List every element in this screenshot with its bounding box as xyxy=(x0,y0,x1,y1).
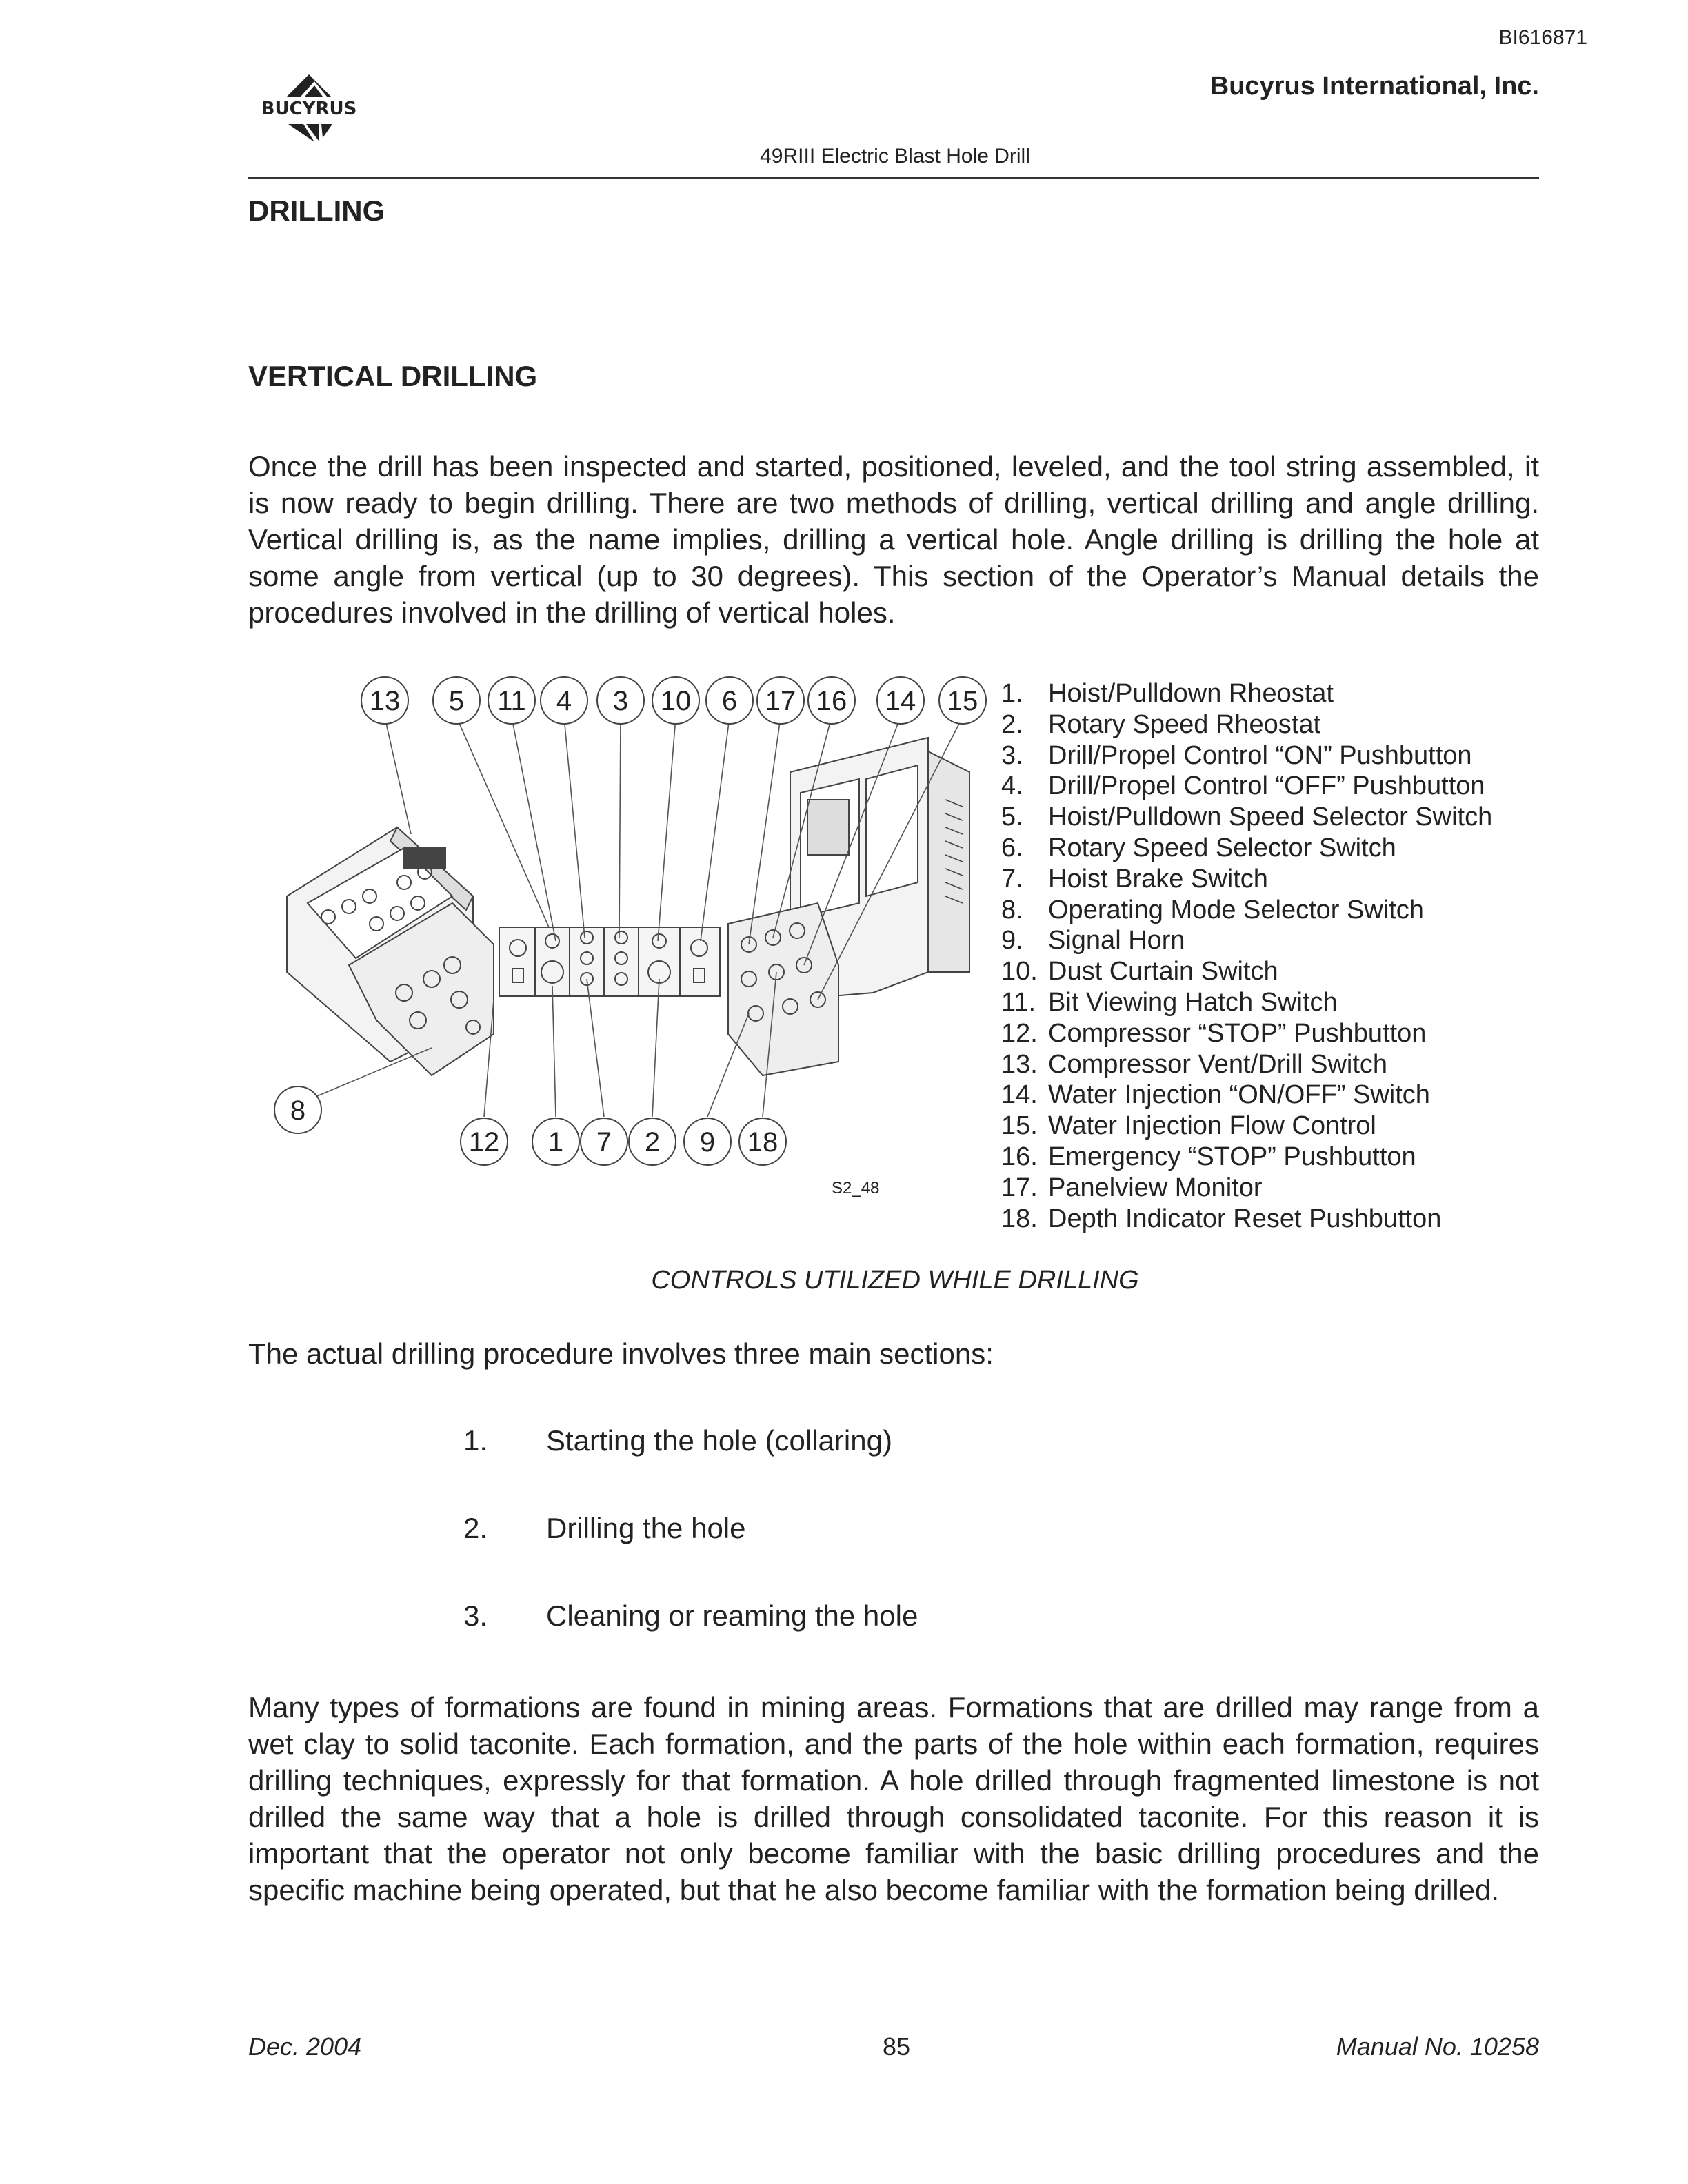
document-subtitle: 49RIII Electric Blast Hole Drill xyxy=(760,145,1030,168)
callout-3 xyxy=(597,677,644,724)
callout-16 xyxy=(808,677,855,724)
callout-7 xyxy=(581,1118,627,1165)
svg-text:8: 8 xyxy=(290,1095,306,1126)
callout-10 xyxy=(652,677,699,724)
callout-2 xyxy=(629,1118,676,1165)
svg-text:14: 14 xyxy=(885,686,916,716)
legend-item: 18. Depth Indicator Reset Pushbutton xyxy=(1001,1204,1442,1233)
callout-13 xyxy=(361,677,408,724)
figure-caption: CONTROLS UTILIZED WHILE DRILLING xyxy=(651,1266,1139,1295)
callout-15 xyxy=(939,677,986,724)
svg-text:12: 12 xyxy=(468,1127,500,1157)
callout-6 xyxy=(706,677,753,724)
svg-text:15: 15 xyxy=(947,686,978,716)
figure-code: S2_48 xyxy=(832,1179,880,1197)
document-id: BI616871 xyxy=(1498,26,1587,49)
page-number: 85 xyxy=(882,2032,911,2061)
legend-item: 1. Hoist/Pulldown Rheostat xyxy=(1001,679,1334,708)
svg-text:3: 3 xyxy=(612,686,629,716)
svg-text:7: 7 xyxy=(596,1127,612,1157)
legend-item: 9. Signal Horn xyxy=(1001,926,1185,956)
bucyrus-logo xyxy=(245,69,372,152)
subsection-title: VERTICAL DRILLING xyxy=(248,360,538,392)
svg-text:4: 4 xyxy=(556,686,572,716)
svg-text:5: 5 xyxy=(448,686,465,716)
legend-item: 15. Water Injection Flow Control xyxy=(1001,1111,1376,1141)
legend-item: 16. Emergency “STOP” Pushbutton xyxy=(1001,1142,1416,1171)
callout-12 xyxy=(461,1118,508,1165)
legend-item: 17. Panelview Monitor xyxy=(1001,1173,1263,1202)
legend-item: 2. Rotary Speed Rheostat xyxy=(1001,709,1321,739)
callout-18 xyxy=(739,1118,786,1165)
svg-text:2: 2 xyxy=(644,1127,661,1157)
callout-5 xyxy=(433,677,480,724)
callout-14 xyxy=(877,677,924,724)
controls-figure xyxy=(266,676,997,1220)
lead-sentence: The actual drilling procedure involves three main sections: xyxy=(248,1337,994,1370)
legend-item: 5. Hoist/Pulldown Speed Selector Switch xyxy=(1001,802,1493,832)
closing-paragraph: Many types of formations are found in mining areas. Formations that are drilled may range from a wet clay to solid taconite. Each formation, and the parts of the hole within each formation, requires drilling techniques, expressly for that formation. A hole drilled through fragmented limestone is not drilled the same way that a hole is drilled through consolidated taconite. For this reason it is important that the operator not only become familiar with the basic drilling procedures and the specific machine being operated, but that he also become familiar with the formation being drilled. xyxy=(248,1691,1539,1906)
svg-text:18: 18 xyxy=(747,1127,778,1157)
svg-text:1: 1 xyxy=(547,1127,564,1157)
callout-8 xyxy=(274,1086,321,1133)
step-item: 1. Starting the hole (collaring) xyxy=(463,1424,892,1457)
callout-1 xyxy=(532,1118,579,1165)
svg-text:13: 13 xyxy=(369,686,401,716)
svg-text:6: 6 xyxy=(721,686,738,716)
legend-item: 8. Operating Mode Selector Switch xyxy=(1001,895,1424,924)
company-name: Bucyrus International, Inc. xyxy=(1209,72,1539,101)
footer-date: Dec. 2004 xyxy=(248,2032,362,2061)
svg-text:11: 11 xyxy=(497,686,526,716)
legend-item: 6. Rotary Speed Selector Switch xyxy=(1001,833,1396,862)
legend-item: 12. Compressor “STOP” Pushbutton xyxy=(1001,1018,1427,1048)
step-item: 3. Cleaning or reaming the hole xyxy=(463,1599,918,1632)
legend-item: 7. Hoist Brake Switch xyxy=(1001,864,1268,893)
callout-9 xyxy=(684,1118,731,1165)
manual-number: Manual No. 10258 xyxy=(1336,2032,1539,2061)
svg-text:17: 17 xyxy=(765,686,796,716)
step-item: 2. Drilling the hole xyxy=(463,1512,746,1544)
header-rule xyxy=(248,177,1539,179)
legend-item: 10. Dust Curtain Switch xyxy=(1001,957,1278,987)
legend-list xyxy=(1001,678,1492,1234)
section-title: DRILLING xyxy=(248,194,385,227)
callout-4 xyxy=(541,677,587,724)
legend-item: 14. Water Injection “ON/OFF” Switch xyxy=(1001,1080,1430,1110)
svg-text:16: 16 xyxy=(816,686,847,716)
intro-paragraph: Once the drill has been inspected and started, positioned, leveled, and the tool string assembled, it is now ready to begin drilling. There are two methods of drilling, vertical drilling and angle drilling. Vertical drilling is, as the name implies, drilling a vertical hole. Angle drilling is drilling the hole at some angle from vertical (up to 30 degrees). This section of the Operator’s Manual details the procedures involved in the drilling of vertical holes. xyxy=(248,450,1539,629)
legend-item: 13. Compressor Vent/Drill Switch xyxy=(1001,1049,1388,1079)
callout-11 xyxy=(488,677,535,724)
legend-item: 3. Drill/Propel Control “ON” Pushbutton xyxy=(1001,740,1472,770)
svg-text:10: 10 xyxy=(660,686,692,716)
legend-item: 11. Bit Viewing Hatch Switch xyxy=(1001,987,1338,1017)
legend-item: 4. Drill/Propel Control “OFF” Pushbutton xyxy=(1001,771,1485,801)
callout-17 xyxy=(757,677,804,724)
logo-text: BUCYRUS xyxy=(261,99,357,119)
svg-text:9: 9 xyxy=(699,1127,716,1157)
